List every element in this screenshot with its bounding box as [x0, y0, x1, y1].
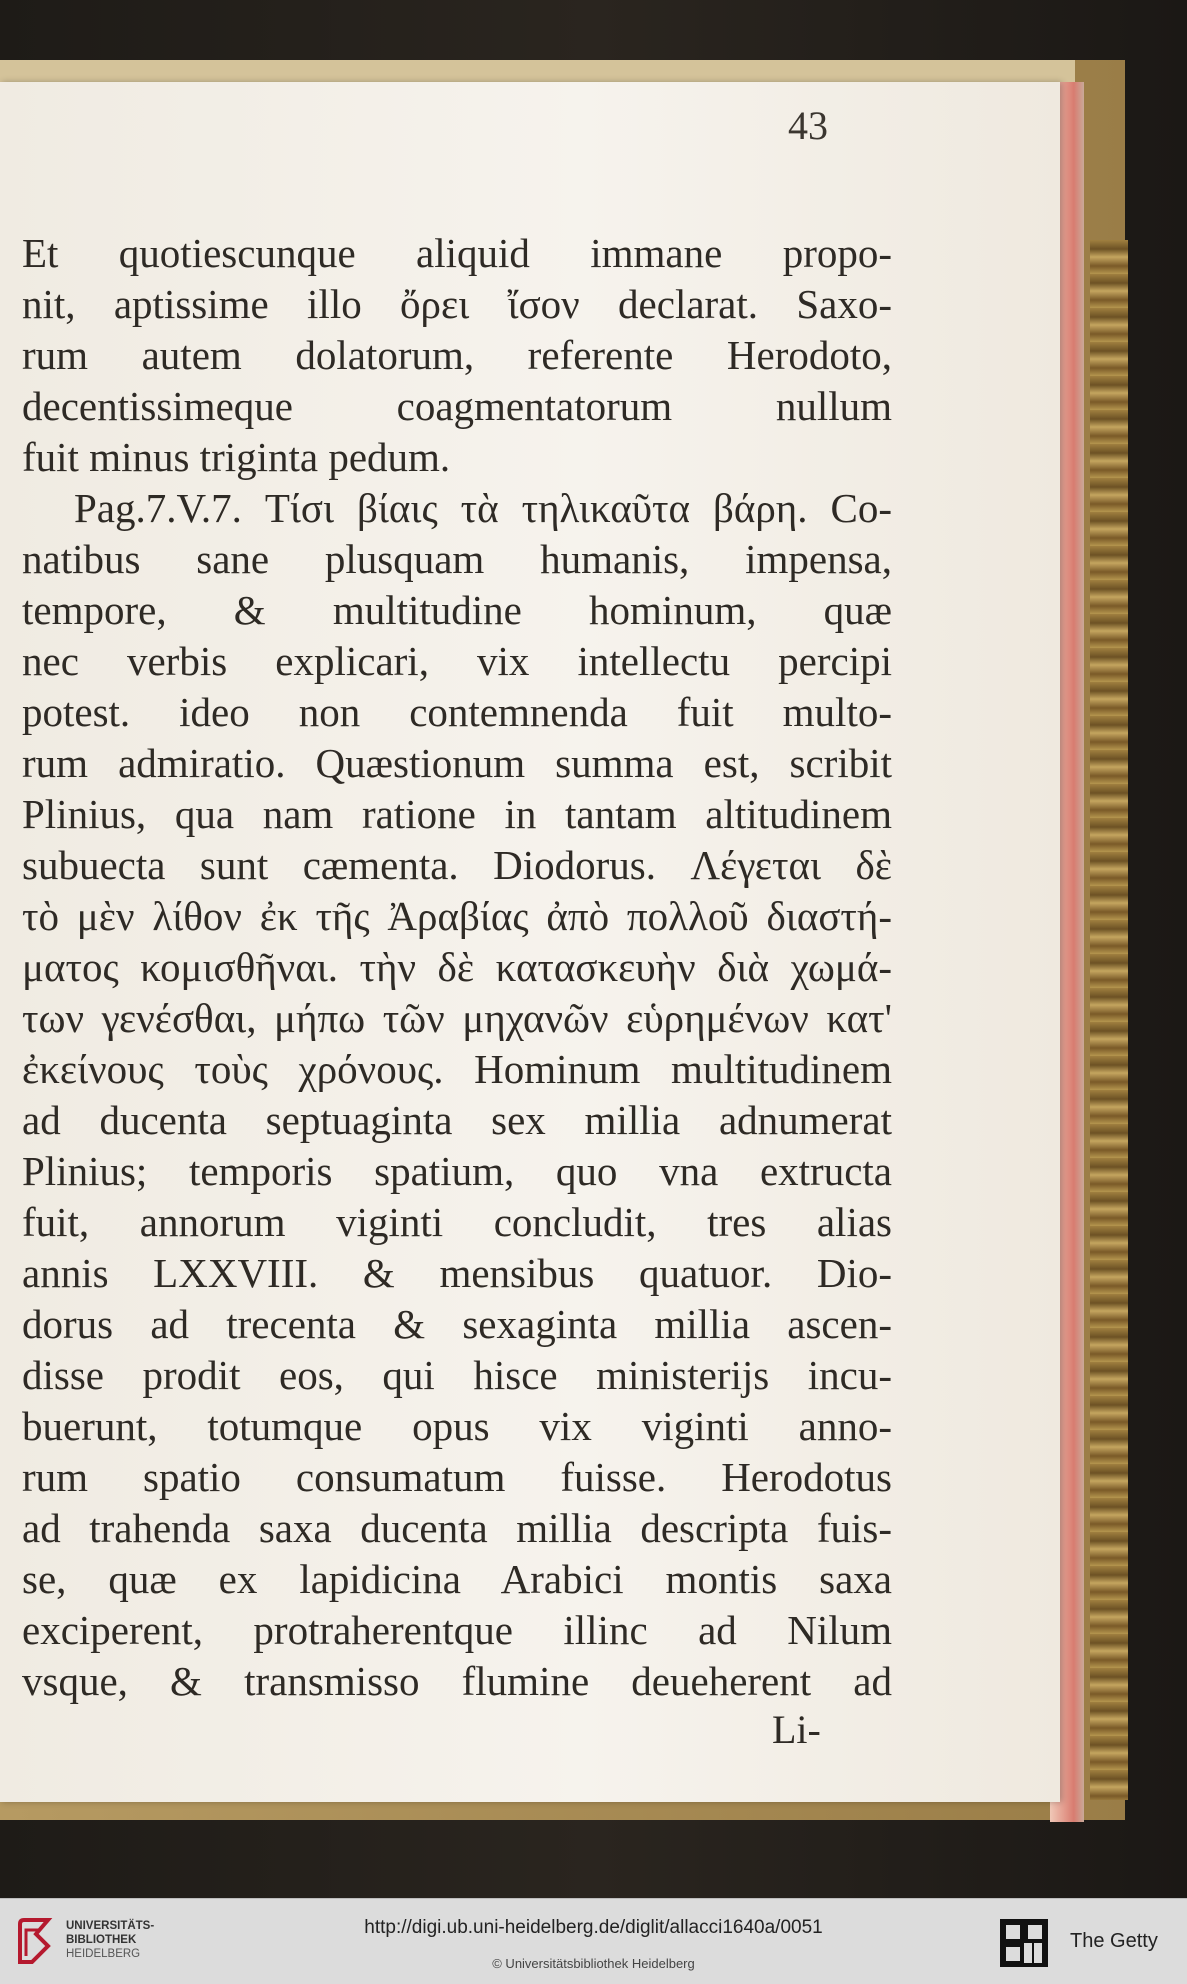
text-line: exciperent, protraherentque illinc ad Nilum: [22, 1607, 892, 1653]
text-line: των γενέσθαι, μήπω τῶν μηχανῶν εὑρημένων κατ': [22, 995, 892, 1041]
binding-edge: [1090, 240, 1128, 1800]
text-line: nit, aptissime illo ὄρει ἴσον declarat. Saxo-: [22, 281, 892, 327]
text-line: rum admiratio. Quæstionum summa est, scribit: [22, 740, 892, 786]
text-line: vsque, & transmisso flumine deueherent ad: [22, 1658, 892, 1704]
text-line: ἐκείνους τοὺς χρόνους. Hominum multitudinem: [22, 1046, 892, 1092]
body-text: [22, 228, 892, 1707]
text-line: subuecta sunt cæmenta. Diodorus. Λέγεται δὲ: [22, 842, 892, 888]
page-number: 43: [788, 103, 828, 148]
text-line: tempore, & multitudine hominum, quæ: [22, 587, 892, 633]
text-line: nec verbis explicari, vix intellectu percipi: [22, 638, 892, 684]
text-line: ad ducenta septuaginta sex millia adnumerat: [22, 1097, 892, 1143]
text-line: annis LXXVIII. & mensibus quatuor. Dio-: [22, 1250, 892, 1296]
footer-bar: [0, 1898, 1187, 1984]
getty-logo-icon: [998, 1917, 1050, 1969]
permalink-url[interactable]: http://digi.ub.uni-heidelberg.de/diglit/allacci1640a/0051: [364, 1917, 823, 1938]
text-line: decentissimeque coagmentatorum nullum: [22, 383, 892, 429]
library-name-line: BIBLIOTHEK: [66, 1934, 137, 1946]
text-line: fuit, annorum viginti concludit, tres alias: [22, 1199, 892, 1245]
catchword: Li-: [772, 1707, 821, 1752]
text-line: fuit minus triginta pedum.: [22, 434, 451, 480]
text-line: ματος κομισθῆναι. τὴν δὲ κατασκευὴν διὰ χωμά-: [22, 944, 892, 990]
text-line: Plinius, qua nam ratione in tantam altitudinem: [22, 791, 892, 837]
text-line: potest. ideo non contemnenda fuit multo-: [22, 689, 892, 735]
text-line: rum spatio consumatum fuisse. Herodotus: [22, 1454, 892, 1500]
copyright-notice: © Universitätsbibliothek Heidelberg: [492, 1956, 695, 1971]
text-line: se, quæ ex lapidicina Arabici montis saxa: [22, 1556, 892, 1602]
text-line: dorus ad trecenta & sexaginta millia ascen-: [22, 1301, 892, 1347]
text-line: Plinius; temporis spatium, quo vna extructa: [22, 1148, 892, 1194]
text-line: natibus sane plusquam humanis, impensa,: [22, 536, 892, 582]
getty-name: The Getty: [1070, 1930, 1158, 1952]
library-name-line: HEIDELBERG: [66, 1948, 141, 1960]
text-line: rum autem dolatorum, referente Herodoto,: [22, 332, 892, 378]
text-line: buerunt, totumque opus vix viginti anno-: [22, 1403, 892, 1449]
library-name-line: UNIVERSITÄTS-: [66, 1920, 155, 1932]
previous-page-edge: [0, 60, 1075, 82]
text-line: Et quotiescunque aliquid immane propo-: [22, 230, 892, 276]
text-line: disse prodit eos, qui hisce ministerijs incu-: [22, 1352, 892, 1398]
text-line: τὸ μὲν λίθον ἐκ τῆς Ἀραβίας ἀπὸ πολλοῦ διαστή-: [22, 893, 892, 939]
text-line: ad trahenda saxa ducenta millia descripta fuis-: [22, 1505, 892, 1551]
text-line: Pag.7.V.7. Τίσι βίαις τὰ τηλικαῦτα βάρη. Co-: [74, 485, 892, 531]
